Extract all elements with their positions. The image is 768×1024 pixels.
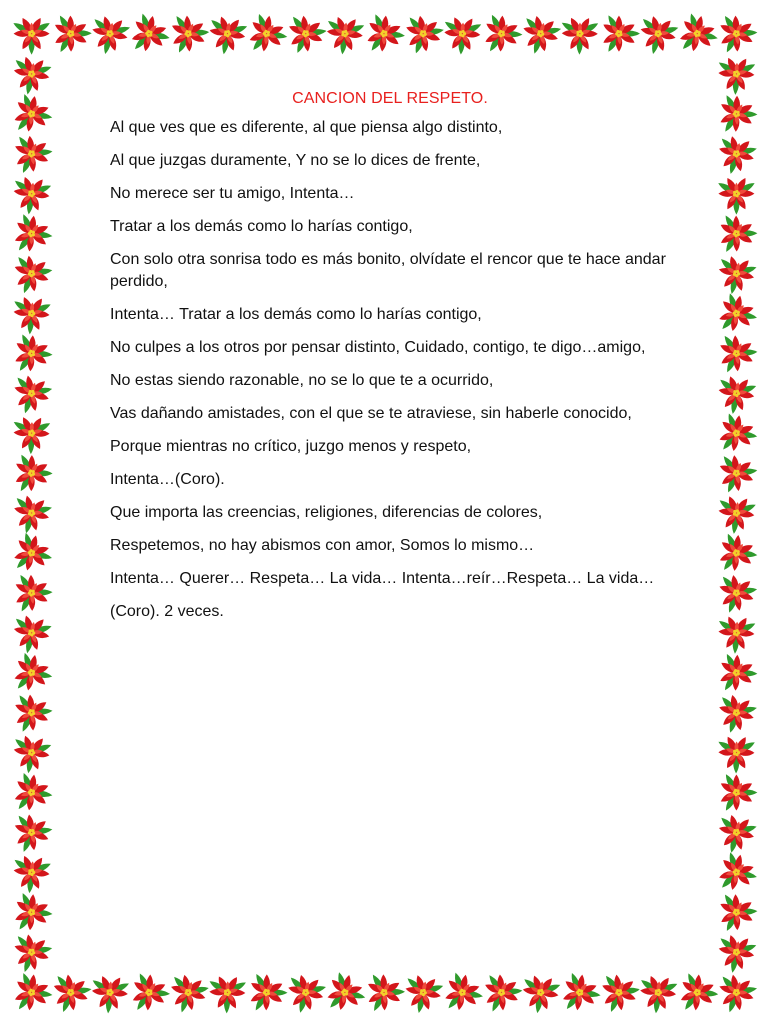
poinsettia-icon: [669, 8, 724, 63]
poinsettia-icon: [3, 647, 58, 702]
poinsettia-icon: [713, 373, 758, 417]
poinsettia-icon: [163, 970, 212, 1019]
poinsettia-icon: [88, 974, 131, 1015]
poinsettia-icon: [710, 329, 762, 381]
lyric-line: No estas siendo razonable, no se lo que te a ocurrido,: [110, 371, 494, 389]
poinsettia-icon: [11, 415, 52, 455]
poinsettia-icon: [709, 768, 762, 821]
poinsettia-icon: [120, 8, 175, 63]
poinsettia-icon: [5, 130, 57, 181]
poinsettia-icon: [591, 9, 644, 62]
poinsettia-icon: [710, 450, 761, 501]
poinsettia-icon: [474, 8, 528, 61]
poinsettia-icon: [239, 968, 292, 1021]
poinsettia-icon: [10, 853, 53, 895]
lyric-line: (Coro). 2 veces.: [110, 602, 224, 620]
poinsettia-icon: [712, 811, 759, 858]
poinsettia-icon: [161, 9, 213, 61]
poinsettia-icon: [711, 690, 760, 738]
poinsettia-icon: [708, 527, 762, 581]
lyric-line: Al que juzgas duramente, Y no se lo dices de frente,: [110, 152, 481, 169]
poinsettia-icon: [709, 89, 763, 142]
poinsettia-icon: [518, 972, 563, 1016]
poinsettia-icon: [711, 970, 761, 1019]
lyric-line: No culpes a los otros por pensar distinto, Cuidado, contigo, te digo…amigo,: [110, 338, 646, 356]
poinsettia-icon: [4, 328, 58, 382]
poinsettia-icon: [6, 929, 56, 978]
poinsettia-icon: [636, 973, 679, 1015]
poinsettia-icon: [238, 8, 293, 62]
poinsettia-icon: [708, 648, 762, 701]
lyric-line: Vas dañando amistades, con el que se te atraviese, sin haberle conocido,: [110, 404, 632, 422]
poinsettia-icon: [8, 53, 54, 98]
poinsettia-icon: [3, 887, 57, 941]
poinsettia-icon: [713, 931, 759, 976]
lyric-line: No merece ser tu amigo, Intenta…: [110, 185, 355, 202]
poinsettia-icon: [3, 767, 58, 821]
poinsettia-icon: [475, 969, 527, 1020]
poinsettia-icon: [6, 250, 56, 300]
lyric-line: Respetemos, no hay abismos con amor, Somos lo mismo…: [110, 536, 535, 554]
poinsettia-icon: [709, 888, 761, 940]
poinsettia-icon: [713, 252, 760, 298]
poinsettia-icon: [593, 969, 644, 1019]
poinsettia-icon: [12, 16, 51, 54]
poinsettia-icon: [3, 208, 57, 262]
lyric-line: Intenta…(Coro).: [110, 470, 225, 488]
poinsettia-icon: [560, 16, 600, 55]
poinsettia-icon: [400, 971, 446, 1017]
poinsettia-icon: [121, 967, 175, 1021]
poinsettia-icon: [716, 56, 757, 96]
poinsettia-icon: [43, 9, 96, 62]
poinsettia-icon: [716, 735, 756, 774]
poinsettia-icon: [634, 12, 681, 59]
poinsettia-icon: [712, 132, 760, 180]
poinsettia-icon: [3, 967, 57, 1021]
poinsettia-icon: [434, 967, 489, 1022]
poinsettia-icon: [323, 14, 367, 57]
poinsettia-icon: [4, 568, 57, 620]
poinsettia-icon: [8, 612, 54, 658]
poinsettia-icon: [45, 969, 95, 1019]
poinsettia-icon: [708, 287, 763, 342]
poinsettia-icon: [715, 614, 757, 655]
poinsettia-icon: [9, 174, 53, 217]
poinsettia-icon: [708, 407, 763, 461]
poinsettia-icon: [10, 295, 53, 336]
poinsettia-icon: [5, 689, 57, 740]
song-title: CANCION DEL RESPETO.: [292, 90, 488, 107]
poinsettia-icon: [4, 448, 57, 501]
poinsettia-icon: [357, 968, 410, 1020]
poinsettia-icon: [3, 527, 58, 582]
lyric-line: Que importa las creencias, religiones, diferencias de colores,: [110, 503, 543, 521]
poinsettia-icon: [279, 10, 330, 61]
song-content: [110, 88, 670, 634]
poinsettia-icon: [714, 494, 758, 537]
lyric-line: Al que ves que es diferente, al que piensa algo distinto,: [110, 119, 503, 136]
poinsettia-icon: [281, 971, 329, 1018]
poinsettia-icon: [397, 11, 447, 60]
poinsettia-icon: [6, 371, 55, 420]
poinsettia-icon: [7, 491, 55, 538]
poinsettia-icon: [9, 732, 54, 776]
poinsettia-icon: [204, 13, 249, 57]
lyric-line: Tratar a los demás como lo harías contigo,: [110, 218, 413, 235]
poinsettia-icon: [356, 8, 410, 62]
poinsettia-icon: [86, 12, 133, 58]
poinsettia-icon: [441, 15, 483, 56]
poinsettia-icon: [551, 967, 606, 1021]
poinsettia-icon: [708, 846, 763, 901]
lyric-line: Intenta… Querer… Respeta… La vida… Intenta…reír…Respeta… La vida…: [110, 569, 655, 587]
lyric-line: Porque mientras no crítico, juzgo menos y respeto,: [110, 437, 472, 455]
lyric-line: Intenta… Tratar a los demás como lo harías contigo,: [110, 305, 482, 323]
poinsettia-icon: [516, 11, 565, 59]
poinsettia-icon: [709, 209, 762, 262]
poinsettia-icon: [3, 88, 58, 143]
poinsettia-icon: [711, 570, 761, 619]
poinsettia-icon: [669, 967, 723, 1021]
poinsettia-icon: [709, 9, 761, 61]
poinsettia-icon: [717, 176, 756, 214]
poinsettia-icon: [207, 975, 248, 1015]
lyric-line: Con solo otra sonrisa todo es más bonito, olvídate el rencor que te hace andar perdido,: [110, 251, 666, 290]
poinsettia-icon: [5, 809, 56, 859]
poinsettia-icon: [316, 966, 371, 1021]
